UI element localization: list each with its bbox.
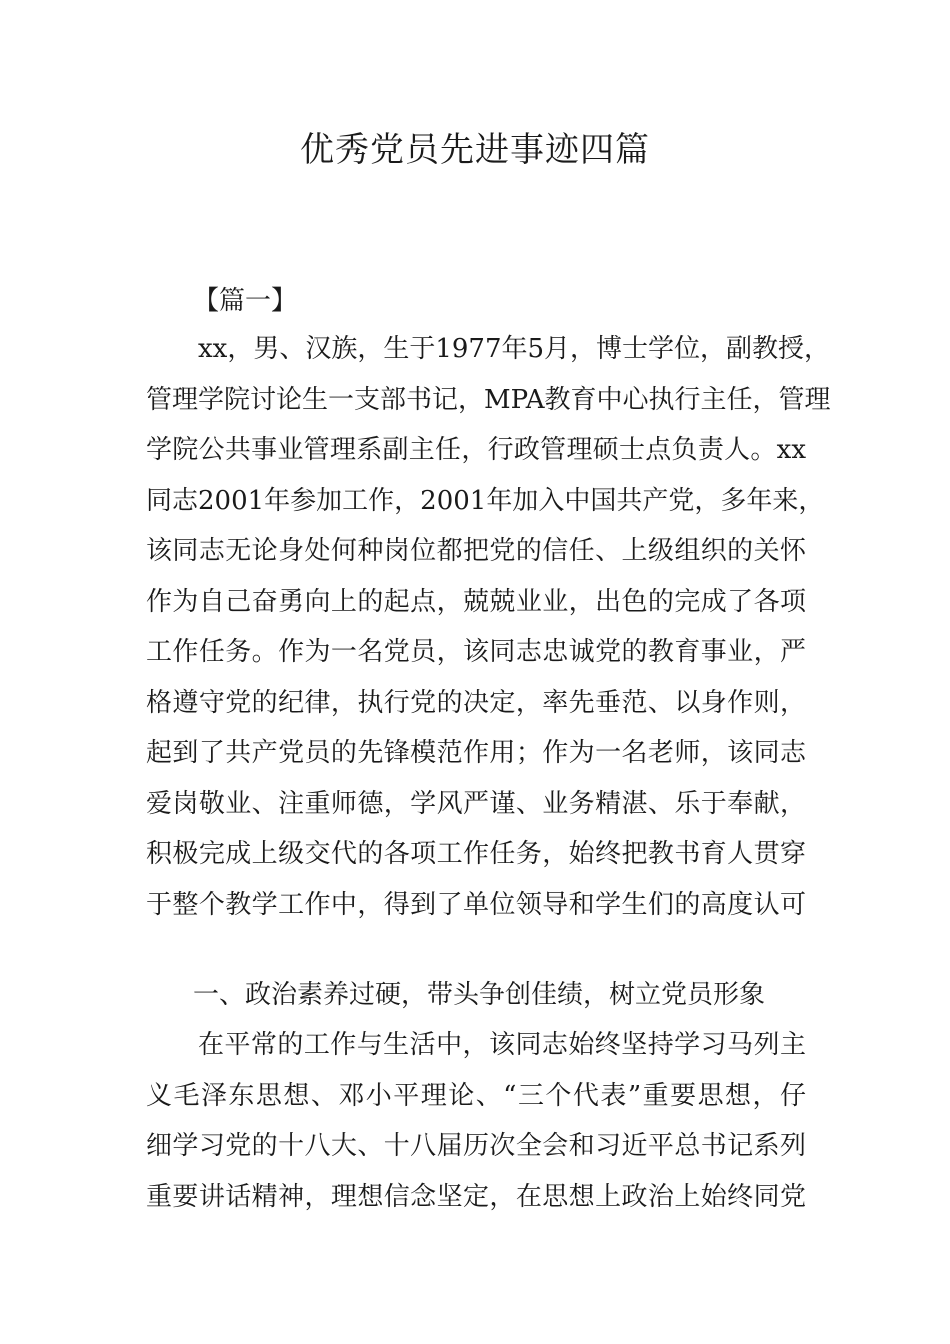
paragraph-line: 同志2001年参加工作，2001年加入中国共产党，多年来， — [146, 485, 825, 516]
paragraph-line: xx，男、汉族，生于1977年5月，博士学位，副教授， — [198, 334, 831, 364]
paragraph-line: 细学习党的十八大、十八届历次全会和习近平总书记系列 — [146, 1131, 806, 1161]
paragraph-line: 管理学院讨论生一支部书记，MPA教育中心执行主任，管理 — [146, 384, 831, 415]
paragraph-line: 重要讲话精神，理想信念坚定，在思想上政治上始终同党 — [146, 1181, 806, 1212]
paragraph-line: 工作任务。作为一名党员，该同志忠诚党的教育事业，严 — [146, 637, 806, 667]
paragraph-line: 格遵守党的纪律，执行党的决定，率先垂范、以身作则， — [146, 687, 806, 718]
section-heading: 一、政治素养过硬，带头争创佳绩，树立党员形象 — [193, 980, 766, 1010]
paragraph-line: 起到了共产党员的先锋模范作用；作为一名老师，该同志 — [146, 738, 806, 768]
paragraph-line: 该同志无论身处何种岗位都把党的信任、上级组织的关怀 — [146, 536, 806, 566]
paragraph-line: 于整个教学工作中，得到了单位领导和学生们的高度认可 — [146, 889, 806, 920]
paragraph-1 — [146, 324, 831, 930]
section-label: 【篇一】 — [193, 286, 298, 316]
paragraph-line: 学院公共事业管理系副主任，行政管理硕士点负责人。xx — [146, 435, 806, 465]
document-title: 优秀党员先进事迹四篇 — [300, 130, 650, 170]
paragraph-line: 爱岗敬业、注重师德，学风严谨、业务精湛、乐于奉献， — [146, 788, 806, 819]
paragraph-line: 作为自己奋勇向上的起点，兢兢业业，出色的完成了各项 — [146, 586, 806, 617]
paragraph-line: 积极完成上级交代的各项工作任务，始终把教书育人贯穿 — [146, 839, 806, 869]
paragraph-line: 义毛泽东思想、邓小平理论、“三个代表”重要思想，仔 — [146, 1080, 806, 1111]
paragraph-2 — [146, 1020, 806, 1222]
paragraph-line: 在平常的工作与生活中，该同志始终坚持学习马列主 — [198, 1030, 806, 1060]
